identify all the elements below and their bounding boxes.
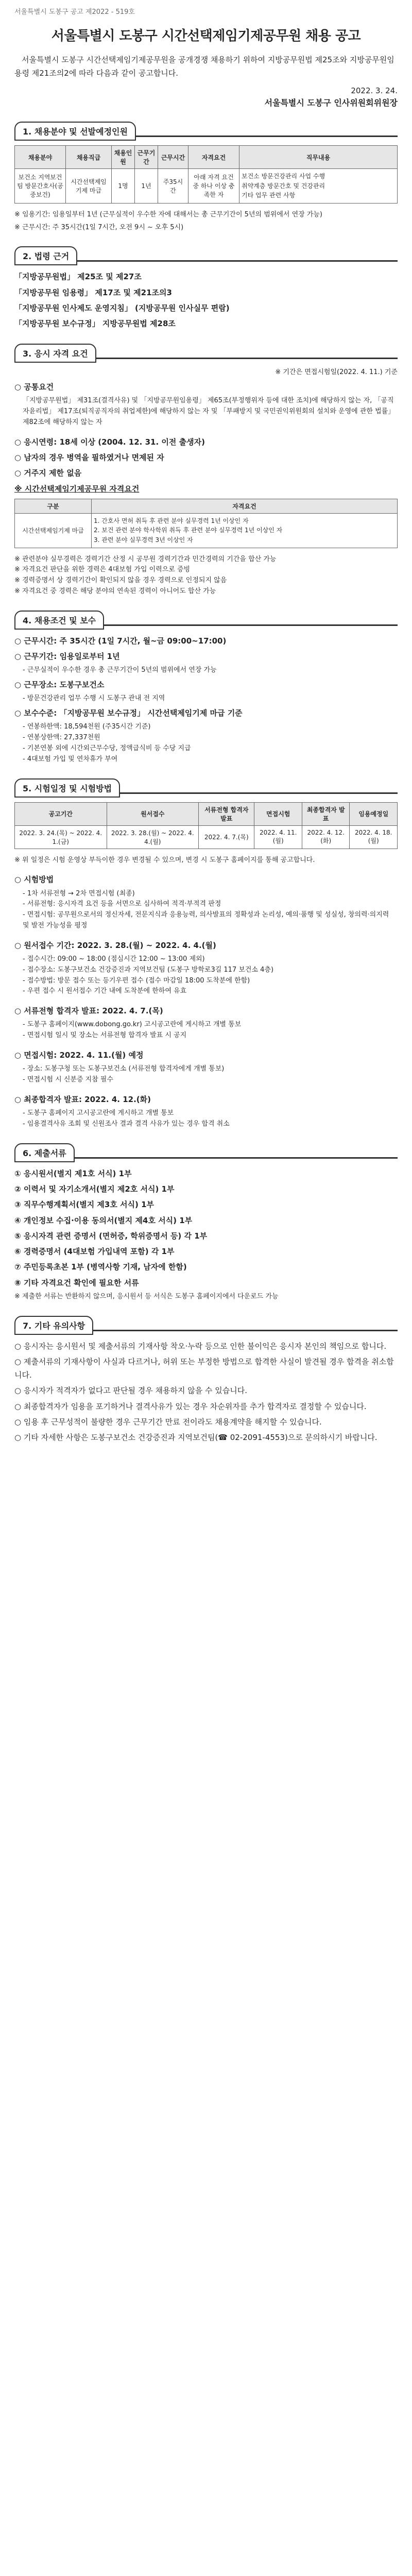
table-row	[15, 169, 398, 204]
law-item: 「지방공무원 보수규정」 지방공무원법 제28조	[14, 319, 176, 329]
caution-item: ○ 제출서류의 기재사항이 사실과 다르거나, 허위 또는 부정한 방법으로 합격한 사실이 발견될 경우 합격을 취소합니다.	[14, 1357, 394, 1380]
caution-item: ○ 기타 자세한 사항은 도봉구보건소 건강증진과 지역보건팀(☎ 02-2091-4553)으로 문의하시기 바랍니다.	[14, 1433, 377, 1443]
table-cell: 주35시간	[158, 169, 188, 204]
condition-detail: - 방문건강관리 업무 수행 시 도봉구 관내 전 지역	[23, 694, 165, 703]
col-header: 원서접수	[107, 802, 199, 825]
term-note: ※ 임용기간: 임용일부터 1년 (근무실적이 우수한 자에 대해서는 총 근무기간이 5년의 범위에서 연장 가능)	[14, 210, 322, 218]
section-5-header	[14, 778, 398, 796]
common-requirements-heading: ○ 공통요건	[14, 382, 54, 392]
military-requirement: ○ 남자의 경우 병역을 필하였거나 면제된 자	[14, 453, 164, 463]
schedule-table-header	[15, 802, 398, 825]
table-cell: 2022. 4. 11.(월)	[254, 825, 302, 849]
table-cell: 2022. 4. 7.(목)	[199, 825, 254, 849]
caution-item: ○ 응시자는 응시원서 및 제출서류의 기재사항 착오·누락 등으로 인한 불이익은 응시자 본인의 책임으로 합니다.	[14, 1341, 387, 1351]
qualification-table-header	[15, 499, 398, 513]
table-cell: 2022. 3. 28.(월) ~ 2022. 4. 4.(월)	[107, 825, 199, 849]
table-cell: 2022. 4. 18.(월)	[350, 825, 398, 849]
caution-item: ○ 응시자가 적격자가 없다고 판단될 경우 채용하지 않을 수 있습니다.	[14, 1386, 248, 1396]
caution-item: ○ 임용 후 근무성적이 불량한 경우 근무기간 만료 전이라도 채용계약을 해지할 수 있습니다.	[14, 1417, 322, 1427]
document-note: ※ 제출한 서류는 반환하지 않으며, 응시원서 등 서식은 도봉구 홈페이지에서 다운로드 가능	[14, 1292, 279, 1300]
section-6-header	[14, 1143, 398, 1161]
condition-heading: ○ 보수수준: 「지방공무원 보수규정」 시간선택제임기제 마급 기준	[14, 708, 243, 718]
document-item: ⑧ 기타 자격요건 확인에 필요한 서류	[14, 1278, 139, 1287]
col-header: 근무시간	[158, 146, 188, 169]
condition-detail: - 연봉하한액: 18,594천원 (주35시간 기준) - 연봉상한액: 27,337천원 - 기본연봉 외에 시간외근무수당, 정액급식비 등 수당 지급 - 4대보험 가입 및 연차휴가 부여	[23, 723, 191, 763]
section-1-title: 1. 채용분야 및 선발예정인원	[14, 122, 136, 141]
schedule-table	[14, 802, 398, 849]
table-cell: 시간선택제임기제 마급	[66, 169, 112, 204]
document-item: ③ 직무수행계획서(별지 제3호 서식) 1부	[14, 1200, 154, 1210]
intro-paragraph: 서울특별시 도봉구 시간선택제임기제공무원을 공개경쟁 채용하기 위하여 지방공무원법 제25조와 지방공무원임용령 제21조의2에 따라 다음과 같이 공고합니다.	[14, 55, 394, 78]
qualification-note: ※ 자격요건 중 경력은 해당 분야의 연속된 경력이 아니어도 합산 가능	[14, 587, 216, 595]
condition-heading: ○ 근무장소: 도봉구보건소	[14, 680, 105, 690]
section-7-header	[14, 1316, 398, 1333]
document-item: ⑤ 응시자격 관련 증명서 (면허증, 학위증명서 등) 각 1부	[14, 1231, 208, 1241]
table-cell: 1. 간호사 면허 취득 후 관련 분야 실무경력 1년 이상인 자 2. 보건 관련 분야 학사학위 취득 후 관련 분야 실무경력 1년 이상인 자 3. 관련 분야 실무경력 3년 이상인 자	[92, 513, 398, 548]
document-item: ⑦ 주민등록초본 1부 (병역사항 기재, 남자에 한함)	[14, 1262, 187, 1272]
col-header: 구분	[15, 499, 92, 513]
table-row	[15, 513, 398, 548]
col-header: 자격요건	[188, 146, 239, 169]
age-requirement: ○ 응시연령: 18세 이상 (2004. 12. 31. 이전 출생자)	[14, 437, 205, 447]
residence-requirement: ○ 거주지 제한 없음	[14, 468, 82, 478]
law-item: 「지방공무원법」 제25조 및 제27조	[14, 272, 142, 282]
law-item: 「지방공무원 임용령」 제17조 및 제21조의3	[14, 287, 172, 297]
section-2-header	[14, 246, 398, 264]
table-cell: 아래 자격 요건 중 하나 이상 충족한 자	[188, 169, 239, 204]
condition-heading: ○ 근무시간: 주 35시간 (1일 7시간, 월~금 09:00~17:00)	[14, 636, 227, 646]
announcement-date: 2022. 3. 24.	[351, 86, 398, 95]
exam-block-heading: ○ 최종합격자 발표: 2022. 4. 12.(화)	[14, 1094, 151, 1104]
col-header: 최종합격자 발표	[302, 802, 349, 825]
exam-block-heading: ○ 서류전형 합격자 발표: 2022. 4. 7.(목)	[14, 1006, 163, 1016]
qualification-note: ※ 경력증명서 상 경력기간이 확인되지 않을 경우 경력으로 인정되지 않음	[14, 577, 227, 585]
section-3-title: 3. 응시 자격 요건	[14, 344, 96, 363]
section-7-title: 7. 기타 유의사항	[14, 1316, 93, 1335]
table-cell: 1명	[112, 169, 135, 204]
section-5-title: 5. 시험일정 및 시험방법	[14, 778, 120, 798]
col-header: 근무기간	[135, 146, 158, 169]
recruitment-table-header	[15, 146, 398, 169]
section-6-title: 6. 제출서류	[14, 1143, 75, 1162]
col-header: 채용분야	[15, 146, 66, 169]
issuer: 서울특별시 도봉구 인사위원회위원장	[264, 98, 398, 108]
law-item: 「지방공무원 인사제도 운영지침」 (지방공무원 인사실무 편람)	[14, 303, 230, 313]
section-1-header	[14, 122, 398, 139]
announcement-number: 서울특별시 도봉구 공고 제2022 - 519호	[14, 8, 135, 16]
col-header: 채용직급	[66, 146, 112, 169]
section-3-header	[14, 344, 398, 361]
qualification-note: ※ 관련분야 실무경력은 경력기간 산정 시 공무원 경력기간과 민간경력의 기간을 합산 가능	[14, 555, 277, 563]
document-item: ⑥ 경력증명서 (4대보험 가입내역 포함) 각 1부	[14, 1247, 175, 1257]
exam-block-heading: ○ 시험방법	[14, 875, 54, 885]
col-header: 공고기간	[15, 802, 107, 825]
section-4-header	[14, 611, 398, 628]
exam-block-heading: ○ 원서접수 기간: 2022. 3. 28.(월) ~ 2022. 4. 4.(월)	[14, 940, 216, 950]
document-item: ① 응시원서(별지 제1호 서식) 1부	[14, 1168, 132, 1178]
col-header: 채용인원	[112, 146, 135, 169]
qualification-table-title: ※ 시간선택제임기제공무원 자격요건	[14, 484, 140, 494]
exam-block-body: - 장소: 도봉구청 또는 도봉구보건소 (서류전형 합격자에게 개별 통보) - 면접시험 시 신분증 지참 필수	[23, 1065, 225, 1084]
date-basis-note: ※ 기간은 면접시험일(2022. 4. 11.) 기준	[275, 368, 398, 377]
col-header: 면접시험	[254, 802, 302, 825]
col-header: 자격요건	[92, 499, 398, 513]
table-row	[15, 825, 398, 849]
col-header: 직무내용	[239, 146, 398, 169]
section-4-title: 4. 채용조건 및 보수	[14, 611, 104, 630]
exam-block-heading: ○ 면접시험: 2022. 4. 11.(월) 예정	[14, 1050, 144, 1060]
exam-block-body: - 1차 서류전형 → 2차 면접시험 (최종) - 서류전형: 응시자격 요건 등을 서면으로 심사하여 적격·부적격 판정 - 면접시험: 공무원으로서의 정신자세, 전문지식과 응용능력, 의사발표의 정확성과 논리성, 예의·품행 및 성실성, 창의력·의지력 및 발전 가능성을 평정	[23, 889, 389, 929]
table-cell: 1년	[135, 169, 158, 204]
exam-block-body: - 접수시간: 09:00 ~ 18:00 (점심시간 12:00 ~ 13:00 제외) - 접수장소: 도봉구보건소 건강증진과 지역보건팀 (도봉구 방학로3길 117 보건소 4층) - 접수방법: 방문 접수 또는 등기우편 접수 (접수 마감일 18:00 도착분에 한함) - 우편 접수 시 원서접수 기간 내에 도착분에 한하여 유효	[23, 955, 274, 995]
qualification-table	[14, 499, 398, 548]
page-title: 서울특별시 도봉구 시간선택제임기제공무원 채용 공고	[51, 28, 361, 44]
document-item: ④ 개인정보 수집·이용 동의서(별지 제4호 서식) 1부	[14, 1215, 193, 1225]
hours-note: ※ 근무시간: 주 35시간(1일 7시간, 오전 9시 ~ 오후 5시)	[14, 223, 184, 231]
condition-heading: ○ 근무기간: 임용일로부터 1년	[14, 652, 120, 662]
col-header: 임용예정일	[350, 802, 398, 825]
schedule-note: ※ 위 일정은 시험 운영상 부득이한 경우 변경될 수 있으며, 변경 시 도봉구 홈페이지를 통해 공고합니다.	[14, 856, 315, 864]
common-requirements-text: 「지방공무원법」 제31조(결격사유) 및 「지방공무원임용령」 제65조(부정행위자 등에 대한 조치)에 해당하지 않는 자, 「공직자윤리법」 제17조(퇴직공직자의 취업제한)에 해당하지 않는 자 및 「부패방지 및 국민권익위원회의 설치와 운영에 관한 법률」 제82조에 해당하지 않는 자	[23, 397, 395, 427]
table-cell: 2022. 3. 24.(목) ~ 2022. 4. 1.(금)	[15, 825, 107, 849]
exam-block-body: - 도봉구 홈페이지 고시공고란에 게시하고 개별 통보 - 임용결격사유 조회 및 신원조사 결과 결격 사유가 있는 경우 합격 취소	[23, 1109, 230, 1128]
table-cell: 2022. 4. 12.(화)	[302, 825, 349, 849]
qualification-note: ※ 자격요건 판단을 위한 경력은 4대보험 가입 이력으로 증빙	[14, 566, 191, 574]
table-cell: 시간선택제임기제 마급	[15, 513, 92, 548]
condition-detail: - 근무실적이 우수한 경우 총 근무기간이 5년의 범위에서 연장 가능	[23, 666, 217, 674]
section-2-title: 2. 법령 근거	[14, 246, 77, 265]
table-cell: 보건소 지역보건팀 방문간호사(공중보건)	[15, 169, 66, 204]
document-item: ② 이력서 및 자기소개서(별지 제2호 서식) 1부	[14, 1184, 175, 1194]
recruitment-table	[14, 145, 398, 204]
exam-block-body: - 도봉구 홈페이지(www.dobong.go.kr) 고시공고란에 게시하고 개별 통보 - 면접시험 일시 및 장소는 서류전형 합격자 발표 시 공지	[23, 1021, 242, 1040]
col-header: 서류전형 합격자 발표	[199, 802, 254, 825]
caution-item: ○ 최종합격자가 임용을 포기하거나 결격사유가 있는 경우 차순위자를 추가 합격자로 결정할 수 있습니다.	[14, 1401, 367, 1411]
table-cell: 보건소 방문건강관리 사업 수행 취약계층 방문간호 및 건강관리 기타 업무 관련 사항	[239, 169, 398, 204]
